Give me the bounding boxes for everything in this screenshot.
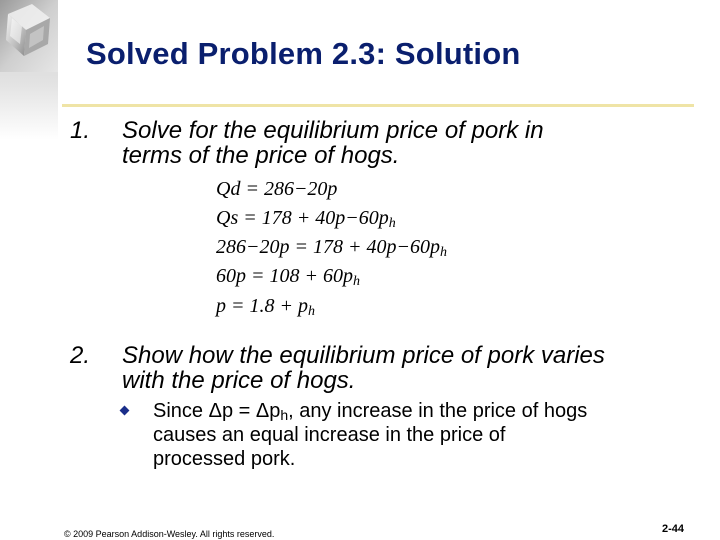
equation-solution (216, 295, 315, 318)
item-2-number: 2. (70, 342, 91, 369)
equation-text: 60p = 108 + 60p (216, 265, 353, 287)
title-divider (62, 104, 694, 107)
item-1-number: 1. (70, 117, 91, 144)
sub-bullet-subscript: h (280, 407, 289, 423)
sub-bullet-line-3: processed pork. (153, 448, 296, 470)
copyright-footer: © 2009 Pearson Addison-Wesley. All rights reserved. (64, 529, 275, 539)
equation-subscript: h (439, 245, 447, 260)
equation-subscript: h (353, 274, 360, 289)
equation-text: Qs = 178 + 40p−60p (216, 207, 389, 229)
sub-bullet-text (153, 399, 698, 471)
item-2-line-2: with the price of hogs. (122, 367, 356, 394)
equation-text: p = 1.8 + p (216, 295, 308, 317)
item-1-line-2: terms of the price of hogs. (122, 142, 400, 169)
item-1-line-1: Solve for the equilibrium price of pork in (122, 117, 544, 144)
slide-title: Solved Problem 2.3: Solution (86, 36, 521, 71)
sub-bullet-part-1: Since Δp = Δp (153, 400, 281, 422)
sub-bullet-line-2: causes an equal increase in the price of (153, 424, 506, 446)
sub-bullet-part-2: , any increase in the price of hogs (288, 400, 588, 422)
equation-subscript: h (308, 304, 315, 319)
item-2-line-1: Show how the equilibrium price of pork varies (122, 342, 605, 369)
equation-demand (216, 178, 337, 201)
diamond-bullet-icon (120, 406, 130, 416)
sub-bullet-line-1 (153, 399, 698, 423)
equation-rearranged (216, 265, 360, 288)
equation-subscript: h (388, 216, 396, 231)
equation-equilibrium (216, 236, 447, 259)
equation-text: 286−20p = 178 + 40p−60p (216, 236, 440, 258)
equation-supply (216, 207, 396, 230)
page-number: 2-44 (662, 523, 685, 535)
equation-text: Qd = 286−20p (216, 178, 338, 200)
ice-cube-image (0, 0, 58, 72)
